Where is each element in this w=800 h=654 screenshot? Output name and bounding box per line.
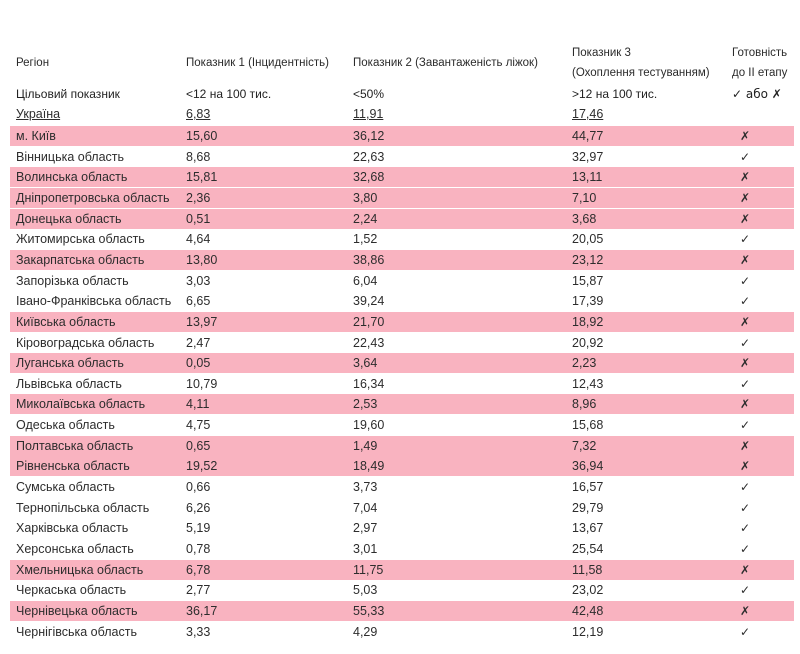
readiness-cell: ✗ (739, 397, 751, 412)
readiness-cell: ✓ (739, 294, 751, 309)
indicator-1-cell: 0,65 (186, 438, 211, 453)
indicator-2-cell: 3,73 (353, 480, 378, 494)
region-cell: Тернопільська область (16, 500, 150, 515)
indicator-1-cell: 2,77 (186, 583, 211, 598)
readiness-cell: ✗ (739, 314, 751, 329)
indicator-2-cell: 36,12 (353, 129, 385, 143)
indicator-2-cell: 16,34 (353, 376, 385, 391)
table-row (10, 436, 794, 456)
indicator-2-cell: 22,43 (353, 335, 385, 350)
indicator-3-cell: 23,02 (572, 583, 604, 598)
indicator-3-cell: 12,19 (572, 624, 604, 639)
indicator-2-cell: 55,33 (353, 604, 385, 618)
region-cell: Житомирська область (16, 232, 145, 247)
readiness-cell: ✓ (739, 273, 751, 288)
indicator-3-cell: 20,05 (572, 232, 604, 247)
national-indicator-2[interactable]: 11,91 (353, 107, 384, 121)
readiness-cell: ✓ (739, 232, 751, 247)
readiness-cell: ✓ (739, 335, 751, 350)
readiness-cell: ✗ (739, 356, 751, 371)
header-readiness-line1: Готовність (732, 47, 788, 59)
region-cell: Херсонська область (16, 542, 134, 556)
target-readiness: ✓ або ✗ (732, 87, 782, 101)
indicator-2-cell: 7,04 (353, 500, 378, 515)
indicator-1-cell: 5,19 (186, 521, 211, 536)
table-row (10, 394, 794, 414)
table-row (10, 188, 794, 208)
readiness-cell: ✗ (739, 170, 751, 185)
target-indicator-3: >12 на 100 тис. (572, 87, 658, 101)
region-cell: Рівненська область (16, 459, 130, 474)
readiness-cell: ✗ (739, 211, 751, 226)
indicator-3-cell: 7,10 (572, 190, 597, 205)
table-row (10, 250, 794, 270)
indicator-3-cell: 18,92 (572, 314, 604, 329)
table-row (10, 271, 794, 291)
region-cell: Дніпропетровська область (16, 190, 170, 205)
indicator-3-cell: 11,58 (572, 562, 603, 577)
indicator-3-cell: 44,77 (572, 129, 604, 143)
region-cell: Волинська область (16, 170, 128, 185)
readiness-cell: ✗ (739, 604, 751, 618)
header-indicator-3-line1: Показник 3 (572, 47, 631, 59)
header-indicator-2: Показник 2 (Завантаженість ліжок) (353, 57, 538, 69)
indicator-1-cell: 2,47 (186, 335, 211, 350)
indicator-3-cell: 17,39 (572, 294, 604, 309)
indicator-3-cell: 29,79 (572, 500, 604, 515)
region-cell: Миколаївська область (16, 397, 146, 412)
national-indicator-3[interactable]: 17,46 (572, 107, 604, 121)
table-row (10, 560, 794, 580)
indicator-2-cell: 6,04 (353, 273, 378, 288)
indicator-1-cell: 4,75 (186, 418, 211, 433)
indicator-3-cell: 20,92 (572, 335, 604, 350)
indicator-1-cell: 36,17 (186, 604, 218, 618)
indicator-1-cell: 0,51 (186, 211, 211, 226)
readiness-cell: ✓ (739, 418, 751, 433)
indicator-3-cell: 15,87 (572, 273, 604, 288)
table-row (10, 312, 794, 332)
table-row (10, 477, 794, 497)
table-row (10, 353, 794, 373)
region-cell: Вінницька область (16, 149, 125, 164)
table-row (10, 498, 794, 518)
indicator-2-cell: 21,70 (353, 314, 385, 329)
table-row (10, 622, 794, 642)
readiness-cell: ✓ (739, 480, 751, 494)
region-cell: Хмельницька область (16, 562, 144, 577)
table-row (10, 126, 794, 146)
target-row (10, 84, 794, 104)
indicator-1-cell: 15,60 (186, 129, 218, 143)
indicator-3-cell: 3,68 (572, 211, 597, 226)
indicator-2-cell: 11,75 (353, 562, 384, 577)
indicator-3-cell: 2,23 (572, 356, 597, 371)
readiness-cell: ✗ (739, 438, 751, 453)
indicator-2-cell: 5,03 (353, 583, 378, 598)
table-row (10, 374, 794, 394)
region-cell: Харківська область (16, 521, 129, 536)
readiness-cell: ✗ (739, 190, 751, 205)
indicator-2-cell: 39,24 (353, 294, 385, 309)
table-row (10, 147, 794, 167)
table-row (10, 601, 794, 621)
readiness-cell: ✓ (739, 624, 751, 639)
indicator-2-cell: 3,64 (353, 356, 378, 371)
indicator-3-cell: 13,11 (572, 170, 603, 185)
region-cell: Чернігівська область (16, 624, 137, 639)
region-cell: Закарпатська область (16, 252, 145, 267)
indicator-1-cell: 3,03 (186, 273, 211, 288)
indicator-2-cell: 2,24 (353, 211, 378, 226)
indicator-1-cell: 0,66 (186, 480, 211, 494)
table-row (10, 167, 794, 187)
table-row (10, 456, 794, 476)
readiness-cell: ✓ (739, 521, 751, 536)
indicator-1-cell: 15,81 (186, 170, 218, 185)
indicator-3-cell: 16,57 (572, 480, 604, 494)
indicator-2-cell: 18,49 (353, 459, 385, 474)
region-cell: Запорізька область (16, 273, 129, 288)
readiness-cell: ✓ (739, 583, 751, 598)
indicator-1-cell: 10,79 (186, 376, 218, 391)
indicator-1-cell: 0,05 (186, 356, 211, 371)
region-cell: Черкаська область (16, 583, 127, 598)
indicator-1-cell: 13,97 (186, 314, 218, 329)
indicator-1-cell: 2,36 (186, 190, 211, 205)
indicator-1-cell: 6,65 (186, 294, 211, 309)
indicator-1-cell: 0,78 (186, 542, 211, 556)
national-indicator-1[interactable]: 6,83 (186, 107, 211, 121)
indicator-1-cell: 8,68 (186, 149, 211, 164)
indicator-3-cell: 23,12 (572, 252, 604, 267)
indicator-1-cell: 4,64 (186, 232, 211, 247)
target-indicator-2: <50% (353, 87, 385, 101)
readiness-cell: ✓ (739, 500, 751, 515)
indicator-3-cell: 32,97 (572, 149, 604, 164)
indicator-1-cell: 6,78 (186, 562, 211, 577)
header-indicator-3-line2: (Охоплення тестуванням) (572, 67, 710, 79)
readiness-cell: ✗ (739, 129, 751, 143)
region-cell: Луганська область (16, 356, 124, 371)
target-label: Цільовий показник (16, 87, 120, 101)
indicator-3-cell: 42,48 (572, 604, 604, 618)
indicator-2-cell: 22,63 (353, 149, 385, 164)
region-cell: Львівська область (16, 376, 122, 391)
readiness-cell: ✗ (739, 252, 751, 267)
table-row (10, 209, 794, 229)
indicator-3-cell: 12,43 (572, 376, 604, 391)
header-region: Регіон (16, 57, 50, 69)
table-row (10, 229, 794, 249)
indicator-1-cell: 13,80 (186, 252, 218, 267)
region-cell: Полтавська область (16, 438, 134, 453)
indicator-3-cell: 25,54 (572, 542, 604, 556)
header-indicator-1: Показник 1 (Інцидентність) (186, 57, 329, 69)
indicator-2-cell: 4,29 (353, 624, 378, 639)
indicator-2-cell: 1,52 (353, 232, 378, 247)
indicator-2-cell: 2,97 (353, 521, 378, 536)
table-row (10, 333, 794, 353)
region-cell: Київська область (16, 314, 116, 329)
region-cell: Одеська область (16, 418, 115, 433)
readiness-cell: ✓ (739, 149, 751, 164)
region-cell: Чернівецька область (16, 604, 138, 618)
table-row (10, 539, 794, 559)
national-row (10, 104, 794, 124)
readiness-cell: ✗ (739, 562, 751, 577)
indicator-2-cell: 3,01 (353, 542, 378, 556)
indicator-3-cell: 7,32 (572, 438, 597, 453)
readiness-cell: ✓ (739, 376, 751, 391)
region-cell: Івано-Франківська область (16, 294, 172, 309)
header-readiness-line2: до ІІ етапу (732, 67, 788, 79)
indicator-2-cell: 32,68 (353, 170, 385, 185)
indicator-2-cell: 38,86 (353, 252, 385, 267)
readiness-cell: ✓ (739, 542, 751, 556)
table-row (10, 580, 794, 600)
national-region-link[interactable]: Україна (16, 107, 61, 121)
table-row (10, 291, 794, 311)
table-row (10, 415, 794, 435)
indicator-1-cell: 4,11 (186, 397, 210, 412)
indicator-3-cell: 8,96 (572, 397, 597, 412)
region-cell: м. Київ (16, 129, 56, 143)
indicator-1-cell: 19,52 (186, 459, 218, 474)
indicator-3-cell: 36,94 (572, 459, 604, 474)
indicator-1-cell: 3,33 (186, 624, 211, 639)
table-row (10, 518, 794, 538)
region-cell: Кіровоградська область (16, 335, 155, 350)
indicator-3-cell: 15,68 (572, 418, 604, 433)
indicator-2-cell: 3,80 (353, 190, 378, 205)
target-indicator-1: <12 на 100 тис. (186, 87, 272, 101)
indicator-2-cell: 1,49 (353, 438, 378, 453)
indicator-1-cell: 6,26 (186, 500, 211, 515)
readiness-cell: ✗ (739, 459, 751, 474)
region-cell: Сумська область (16, 480, 115, 494)
region-cell: Донецька область (16, 211, 122, 226)
indicator-3-cell: 13,67 (572, 521, 604, 536)
indicator-2-cell: 2,53 (353, 397, 378, 412)
indicator-2-cell: 19,60 (353, 418, 385, 433)
